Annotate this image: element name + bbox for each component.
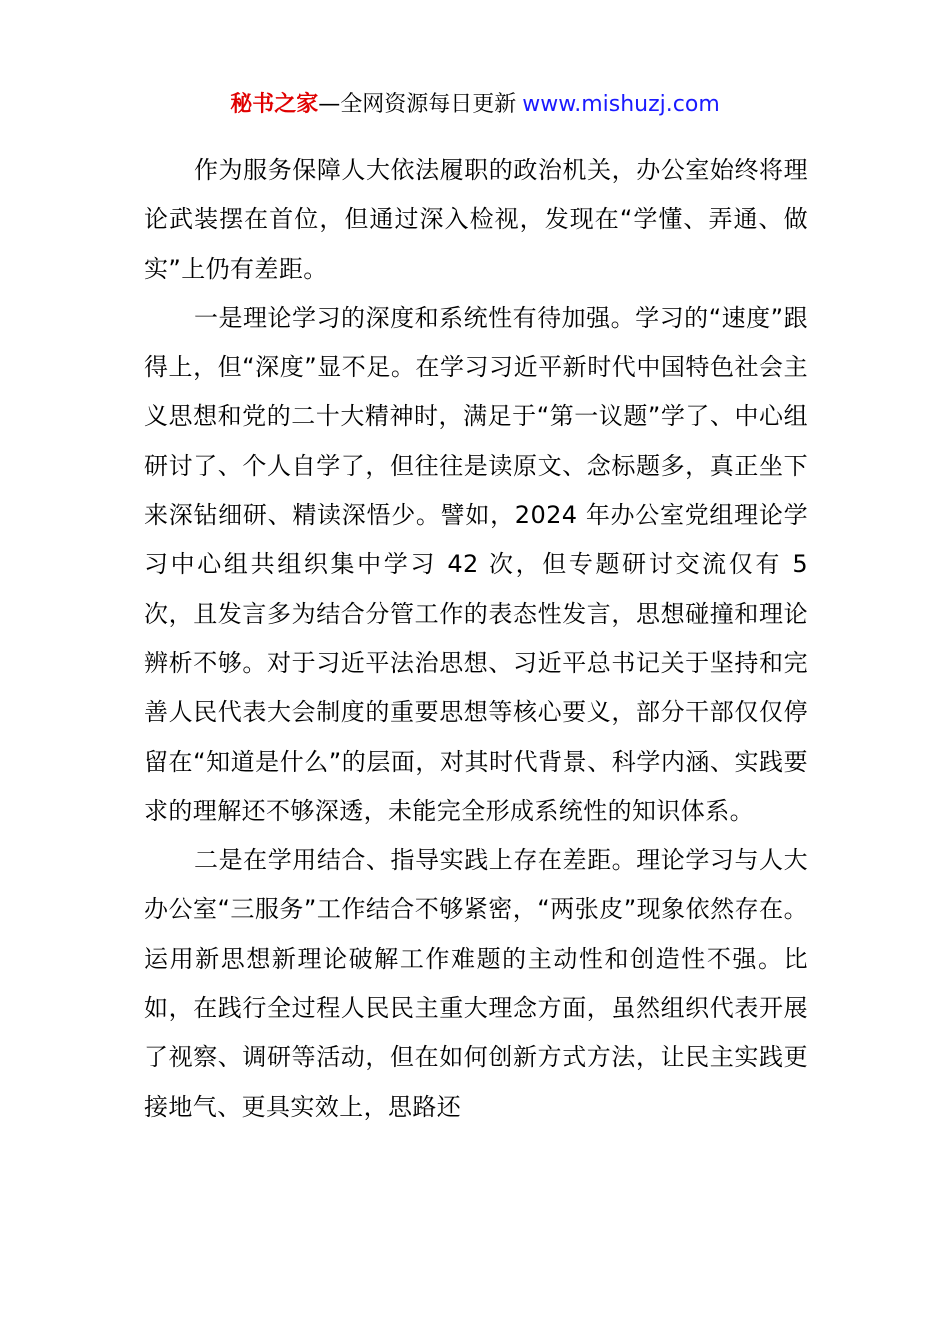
paragraph-point-two: 二是在学用结合、指导实践上存在差距。理论学习与人大办公室“三服务”工作结合不够紧密，“两张皮”现象依然存在。运用新思想新理论破解工作难题的主动性和创造性不强。比如，在践行全过程人民民主重大理念方面，虽然组织代表开展了视察、调研等活动，但在如何创新方式方法，让民主实践更接地气、更具实效上，思路还 bbox=[144, 846, 808, 1121]
paragraph-intro: 作为服务保障人大依法履职的政治机关，办公室始终将理论武装摆在首位，但通过深入检视，发现在“学懂、弄通、做实”上仍有差距。 bbox=[144, 156, 808, 283]
header-tagline: —全网资源每日更新 bbox=[318, 92, 517, 117]
paragraph-point-one: 一是理论学习的深度和系统性有待加强。学习的“速度”跟得上，但“深度”显不足。在学习习近平新时代中国特色社会主义思想和党的二十大精神时，满足于“第一议题”学了、中心组研讨了、个人自学了，但往往是读原文、念标题多，真正坐下来深钻细研、精读深悟少。譬如，2024 年办公室党组理论学习中心组共组织集中学习 42 次，但专题研讨交流仅有 5 次，且发言多为结合分管工作的表态性发言，思想碰撞和理论辨析不够。对于习近平法治思想、习近平总书记关于坚持和完善人民代表大会制度的重要思想等核心要义，部分干部仅仅停留在“知道是什么”的层面，对其时代背景、科学内涵、实践要求的理解还不够深透，未能完全形成系统性的知识体系。 bbox=[144, 303, 808, 825]
page-header bbox=[0, 88, 950, 122]
header-url-link[interactable]: www.mishuzj.com bbox=[522, 92, 720, 117]
brand-name: 秘书之家 bbox=[230, 92, 319, 117]
document-body bbox=[144, 146, 808, 1132]
